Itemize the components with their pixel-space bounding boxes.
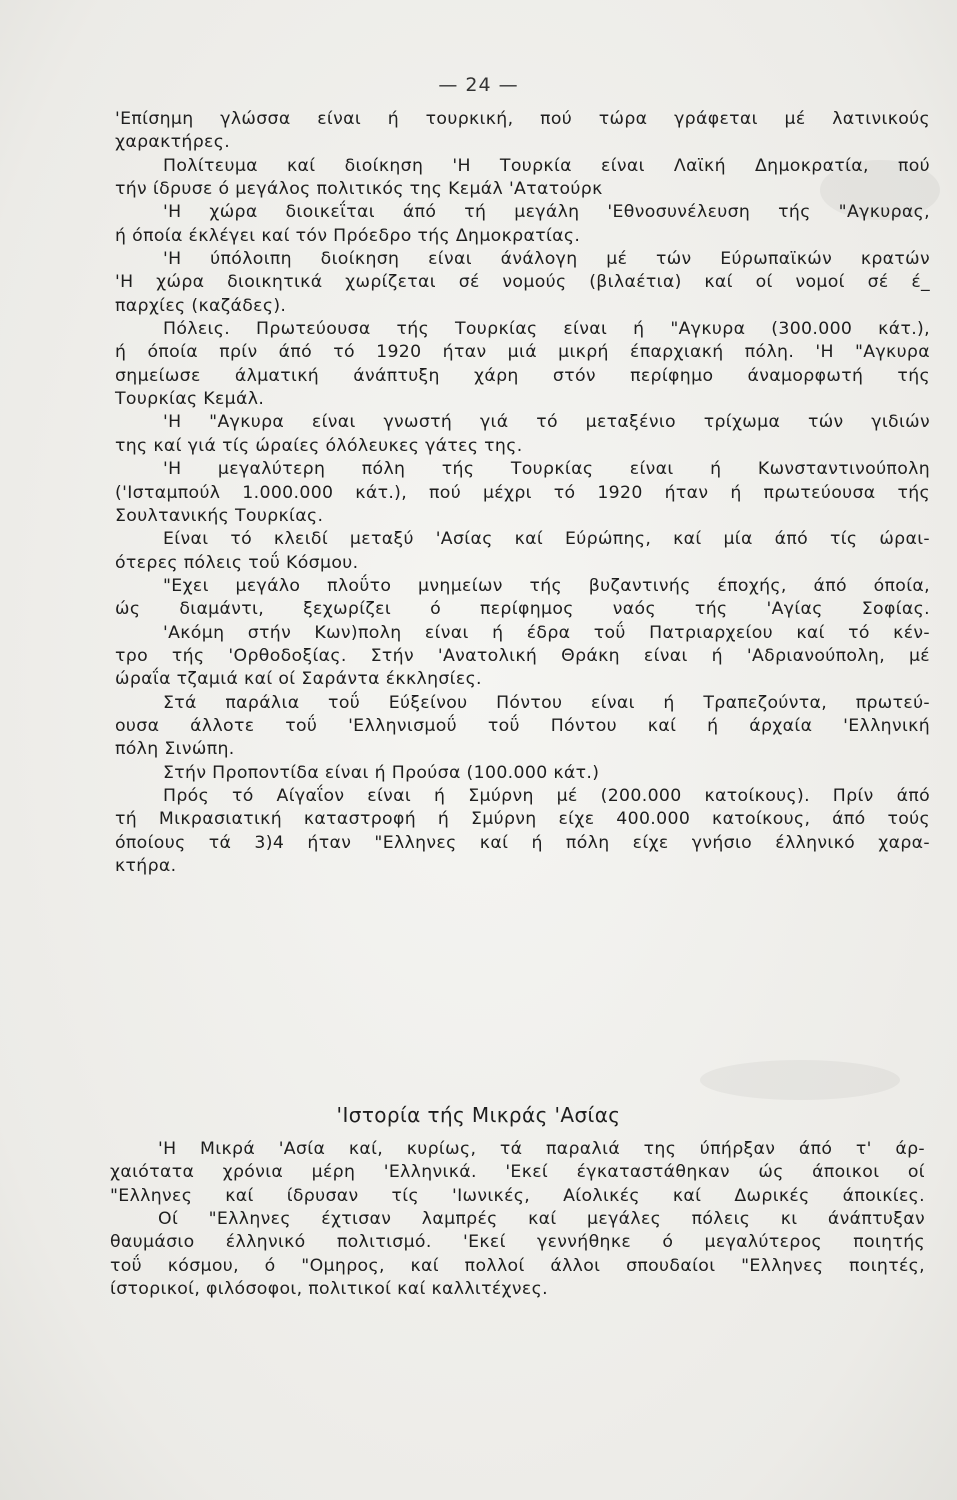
text-line: σημείωσε άλματική άνάπτυξη χάρη στόν περίφημο άναμορφωτή τής (115, 365, 930, 386)
text-line: θαυμάσιο έλληνικό πολιτισμό. 'Εκεί γεννήθηκε ό μεγαλύτερος ποιητής (110, 1232, 925, 1253)
text-line: 'Η "Αγκυρα είναι γνωστή γιά τό μεταξένιο τρίχωμα τών γιδιών (163, 412, 930, 433)
text-line: ότερες πόλεις τοΰ Κόσμου. (115, 552, 359, 573)
text-line: όποίους τά 3)4 ήταν "Ελληνες καί ή πόλη είχε γνήσιο έλληνικό χαρα- (115, 832, 930, 853)
text-line: ή όποία πρίν άπό τό 1920 ήταν μιά μικρή έπαρχιακή πόλη. 'Η "Αγκυρα (115, 342, 930, 363)
text-line: ουσα άλλοτε τοΰ 'Ελληνισμοΰ τοΰ Πόντου καί ή άρχαία 'Ελληνική (115, 715, 930, 736)
text-line: τή Μικρασιατική καταστροφή ή Σμύρνη είχε 400.000 κατοίκους, άπό τούς (115, 809, 930, 830)
text-line: "Εχει μεγάλο πλοΰτο μνημείων τής βυζαντινής έποχής, άπό όποία, (163, 575, 930, 596)
text-line: Σουλτανικής Τουρκίας. (115, 505, 324, 526)
text-line: ώς διαμάντι, ξεχωρίζει ό περίφημος ναός τής 'Αγίας Σοφίας. (115, 599, 930, 620)
text-line: Είναι τό κλειδί μεταξύ 'Ασίας καί Εύρώπης, καί μία άπό τίς ώραι- (163, 529, 930, 550)
text-line: 'Η μεγαλύτερη πόλη τής Τουρκίας είναι ή Κωνσταντινούπολη (163, 459, 930, 480)
text-line: ώραΐα τζαμιά καί οί Σαράντα έκκλησίες. (115, 669, 482, 690)
text-line: Πόλεις. Πρωτεύουσα τής Τουρκίας είναι ή "Αγκυρα (300.000 κάτ.), (163, 319, 930, 340)
text-line: 'Η χώρα διοικεΐται άπό τή μεγάλη 'Εθνοσυνέλευση τής "Αγκυρας, (163, 202, 930, 223)
text-line: ή όποία έκλέγει καί τόν Πρόεδρο τής Δημοκρατίας. (115, 225, 581, 246)
text-line: πόλη Σινώπη. (115, 739, 235, 760)
text-line: 'Η Μικρά 'Ασία καί, κυρίως, τά παραλιά της ύπήρξαν άπό τ' άρ- (158, 1139, 925, 1159)
text-line: της καί γιά τίς ώραίες όλόλευκες γάτες της. (115, 435, 523, 456)
text-line: χαρακτήρες. (115, 132, 231, 153)
text-line: τοΰ κόσμου, ό "Ομηρος, καί πολλοί άλλοι σπουδαίοι "Ελληνες ποιητές, (110, 1255, 925, 1276)
paper-stain (700, 1060, 900, 1100)
text-line: Πρός τό Αίγαΐον είναι ή Σμύρνη μέ (200.000 κατοίκους). Πρίν άπό (163, 785, 930, 806)
text-line: τρο τής 'Ορθοδοξίας. Στήν 'Ανατολική Θράκη είναι ή 'Αδριανούπολη, μέ (115, 645, 930, 666)
body-text (115, 108, 930, 878)
text-line: 'Η χώρα διοικητικά χωρίζεται σέ νομούς (βιλαέτια) καί οί νομοί σέ έ_ (115, 272, 930, 293)
text-line: κτήρα. (115, 856, 177, 876)
text-line: τήν ίδρυσε ό μεγάλος πολιτικός της Κεμάλ 'Ατατούρκ (115, 179, 603, 200)
text-line: ('Ισταμπούλ 1.000.000 κάτ.), πού μέχρι τό 1920 ήταν ή πρωτεύουσα τής (115, 482, 930, 503)
page-number: — 24 — (438, 74, 519, 96)
section-text (110, 1138, 925, 1301)
text-line: 'Η ύπόλοιπη διοίκηση είναι άνάλογη μέ τών Εύρωπαϊκών κρατών (163, 249, 930, 270)
text-line: Πολίτευμα καί διοίκηση 'Η Τουρκία είναι Λαϊκή Δημοκρατία, πού (163, 155, 930, 176)
text-line: παρχίες (καζάδες). (115, 295, 287, 316)
text-line: Στά παράλια τοΰ Εύξείνου Πόντου είναι ή Τραπεζούντα, πρωτεύ- (163, 692, 930, 713)
text-line: 'Ακόμη στήν Κων)πολη είναι ή έδρα τοΰ Πατριαρχείου καί τό κέν- (163, 622, 930, 643)
text-line: Οί "Ελληνες έχτισαν λαμπρές καί μεγάλες πόλεις κι άνάπτυξαν (158, 1209, 925, 1230)
section-title: 'Ιστορία τής Μικράς 'Ασίας (336, 1103, 621, 1127)
text-line: ίστορικοί, φιλόσοφοι, πολιτικοί καί καλλιτέχνες. (110, 1279, 548, 1300)
text-line: 'Επίσημη γλώσσα είναι ή τουρκική, πού τώρα γράφεται μέ λατινικούς (115, 109, 930, 129)
text-line: "Ελληνες καί ίδρυσαν τίς 'Ιωνικές, Αίολικές καί Δωρικές άποικίες. (110, 1185, 925, 1206)
text-line: χαιότατα χρόνια μέρη 'Ελληνικά. 'Εκεί έγκαταστάθηκαν ώς άποικοι οί (110, 1162, 925, 1183)
text-line: Στήν Προποντίδα είναι ή Προύσα (100.000 κάτ.) (163, 762, 600, 783)
text-line: Τουρκίας Κεμάλ. (115, 389, 265, 410)
